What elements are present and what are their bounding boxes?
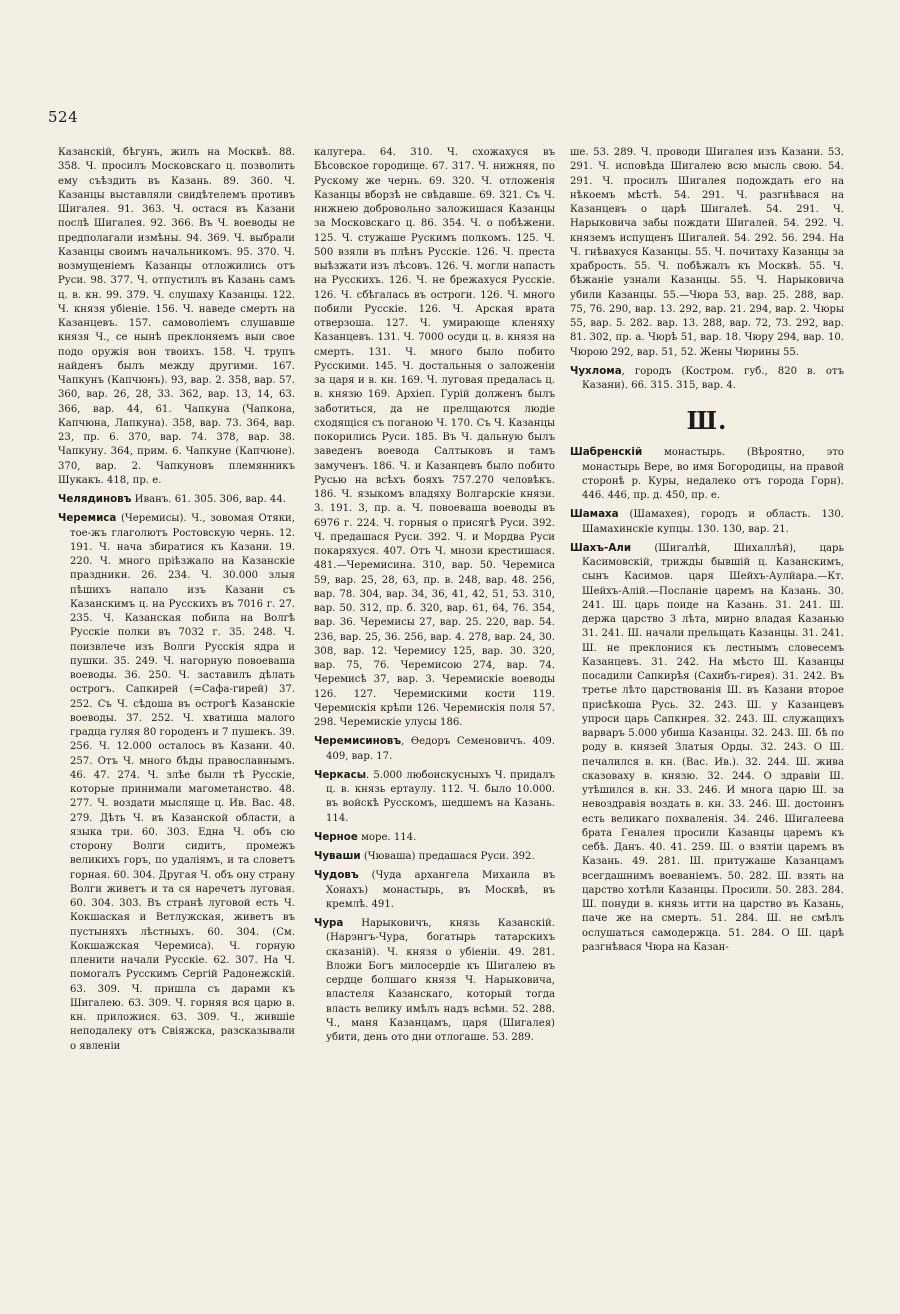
entry-text: море. 114. xyxy=(357,831,417,843)
entry-headword: Черное xyxy=(314,830,358,843)
entry-headword: Черкасы xyxy=(314,768,367,781)
entry-headword: Чухлома xyxy=(570,364,622,377)
entry-text: шe. 53. 289. Ч. проводи Шигалея изъ Казани. 53. 291. Ч. исповѣда Шигалею всю мысль свою. 54. 291. Ч. просилъ Шигалея подождать его на нѣкоемъ мѣстѣ. 54. 291. Ч. разгнѣвася на Казанцевъ о царѣ Шигалеѣ. 54. 291. Ч. Нарыковича забы пождати Шигалей. 54. 292. Ч. княземъ испущенъ Шигалей. 54. 292. 56. 294. На Ч. гнѣвахуся Казанцы. 55. Ч. почитаху Казанцы за храбрость. 55. Ч. побѣжалъ къ Москвѣ. 55. Ч. бѣжаніе узнали Казанцы. 55. Ч. Нарыковича убили Казанцы. 55.—Чюра 53, вар. 25. 288, вар. 75, 76. 290, вар. 13. 292, вар. 21. 294, вар. 2. Чюры 55, вар. 5. 282. вар. 13. 288, вар. 72, 73. 292, вар. 81. 302, пр. а. Чюрѣ 51, вар. 18. Чюру 294, вар. 10. Чюрою 292, вар. 51, 52. Жены Чюрины 55. xyxy=(570,147,844,358)
entry-headword: Черемисиновъ xyxy=(314,735,402,748)
entry-headword: Черемиса xyxy=(58,512,117,525)
entry-text: , Ѳедоръ Семеновичъ. 409. 409, вар. 17. xyxy=(326,736,555,762)
index-entry xyxy=(570,541,844,955)
entry-text: (Чюваша) предашася Руси. 392. xyxy=(360,851,535,862)
index-entry xyxy=(58,492,295,507)
entry-headword: Чудовъ xyxy=(314,869,359,882)
index-entry xyxy=(314,868,555,912)
index-entry xyxy=(58,146,295,488)
index-entry xyxy=(314,146,555,730)
entry-text: калугера. 64. 310. Ч. схожахуся въ Бѣсовское городище. 67. 317. Ч. нижняя, по Рускому же чернь. 69. 320. Ч. отложенія Казанцы вборзѣ не свѣдавше. 69. 321. Съ Ч. нижнею добровольно заложишася Казанцы за Московскаго ц. 86. 354. Ч. о побѣжени. 125. Ч. стужаше Рускимъ полкомъ. 125. Ч. 500 взяли въ плѣнъ Русскіе. 126. Ч. преста выѣзжати изъ лѣсовъ. 126. Ч. могли напасть на Русскихъ. 126. Ч. не брежахуся Русскіе. 126. Ч. сбѣгалась въ остроги. 126. Ч. много побили Русскіе. 126. Ч. Арская врата отверзоша. 127. Ч. умирающе кленяху Казанцевъ. 131. Ч. 7000 осуди ц. в. князя на смерть. 131. Ч. много было побито Русскими. 145. Ч. достальныя о заложеніи за царя и в. кн. 169. Ч. луговая предалась ц. в. князю 169. Архіеп. Гурій долженъ былъ заботиться, да не прелщаются людіе сходящіся съ поганою Ч. 170. Съ Ч. Казанцы покорились Руси. 185. Въ Ч. дальную былъ заведенъ воевода Салтыковъ и тамъ замученъ. 186. Ч. и Казанцевъ было побито Русью на всѣхъ бояхъ 757.270 человѣкъ. 186. Ч. языкомъ владяху Волгарскіе князи. 3. 191. 3, пр. а. Ч. повоеваша воеводы въ 6976 г. 224. Ч. горныя о присягѣ Руси. 392. Ч. предашася Руси. 392. Ч. и Мордва Руси покаряхуся. 407. Отъ Ч. мнози крестишася. 481.—Черемисина. 310, вар. 50. Черемиса 59, вар. 25, 28, 63, пр. в. 248, вар. 48. 256, вар. 78. 304, вар. 34, 36, 41, 42, 51, 53. 310, вар. 50. 312, пр. б. 320, вар. 61, 64, 76. 354, вар. 36. Черемисы 27, вар. 25. 220, вар. 54. 236, вар. 25, 36. 256, вар. 4. 278, вар. 24, 30. 308, вар. 12. Черемису 125, вар. 30. 320, вар. 75, 76. Черемисою 274, вар. 74. Черемисѣ 37, вар. 3. Черемискіе воеводы 126. 127. Черемискими кости 119. Черемискія крѣпи 126. Черемискія поля 57. 298. Черемискіе улусы 186. xyxy=(314,147,555,728)
entry-text: (Шамахея), городъ и область. 130. Шамахинскіе купцы. 130. 130, вар. 21. xyxy=(582,509,844,535)
entry-text: монастырь. (Вѣроятно, это монастырь Вере, во имя Богородицы, на правой сторонѣ р. Куры, недалеко отъ города Горн). 446. 446, пр. д. 450, пр. е. xyxy=(582,447,844,501)
index-entry xyxy=(314,916,555,1045)
index-entry xyxy=(314,849,555,864)
index-entry xyxy=(570,445,844,503)
index-column-3 xyxy=(570,146,844,959)
entry-headword: Шамаха xyxy=(570,508,619,521)
entry-headword: Чуваши xyxy=(314,850,361,862)
index-entry xyxy=(570,507,844,537)
index-entry xyxy=(314,830,555,845)
entry-headword: Челядиновъ xyxy=(58,493,132,505)
entry-headword: Чура xyxy=(314,917,344,929)
index-column-1 xyxy=(58,146,295,1058)
index-column-2 xyxy=(314,146,555,1049)
section-letter: Ш. xyxy=(686,406,728,436)
entry-headword: Шахъ-Али xyxy=(570,541,632,554)
entry-headword: Шабренскій xyxy=(570,446,643,459)
index-entry xyxy=(314,768,555,826)
entry-text: Казанскій, бѣгунъ, жилъ на Москвѣ. 88. 358. Ч. просилъ Московскаго ц. позволить ему съѣздить въ Казань. 89. 360. Ч. Казанцы выставляли свидѣтелемъ противъ Шигалея. 91. 363. Ч. остася въ Казани послѣ Шигалея. 92. 366. Въ Ч. воеводы не предполагали измѣны. 94. 369. Ч. выбрали Казанцы своимъ начальникомъ. 95. 370. Ч. возмущеніемъ Казанцы отложились отъ Руси. 98. 377. Ч. отпустилъ въ Казань самъ ц. в. кн. 99. 379. Ч. слушаху Казанцы. 122. Ч. князя убіеніе. 156. Ч. наведе смерть на Казанцевъ. 157. самоволіемъ слушавше князя Ч., се нынѣ преклоняемъ выи свое подо оружія вон твоихъ. 158. Ч. трупъ найденъ былъ между другими. 167. Чапкунъ (Капчюнъ). 93, вар. 2. 358, вар. 57. 360, вар. 26, 28, 33. 362, вар. 13, 14, 63. 366, вар. 44, 61. Чапкуна (Чапкона, Капчюна, Лапкуна). 358, вар. 73. 364, вар. 23, пр. 6. 370, вар. 74. 378, вар. 38. Чапкуну. 364, прим. 6. Чапкуне (Капчюне). 370, вар. 2. Чапкуновъ племянникъ Шукакъ. 418, пр. е. xyxy=(58,147,295,486)
entry-text: Иванъ. 61. 305. 306, вар. 44. xyxy=(131,494,286,505)
entry-text: (Чуда архангела Михаила въ Хонахъ) монастырь, въ Москвѣ, въ кремлѣ. 491. xyxy=(326,870,555,910)
entry-text: Нарыковичъ, князь Казанскій. (Нарэнгъ-Чура, богатырь татарскихъ сказаній). Ч. князя о убіеніи. 49. 281. Вложи Богъ милосердіе къ Шигалею въ сердце болшаго князя Ч. Нарыковича, властеля Казанскаго, который тогда власть велику имѣлъ надъ всѣми. 52. 288. Ч., маня Казанцамъ, царя (Шигалея) убити, день ото дни отлогашe. 53. 289. xyxy=(326,918,555,1043)
entry-text: (Шигалѣй, Шихаллѣй), царь Касимовскій, трижды бывшій ц. Казанскимъ, сынъ Касимов. царя Шейхъ-Аулйара.—Кт. Шейхъ-Алій.—Посланіе царемъ на Казань. 30. 241. Ш. царь поиде на Казань. 31. 241. Ш. держа царство 3 лѣта, мирно владая Казанью 31. 241. Ш. начали прельщать Казанцы. 31. 241. Ш. не преклонися къ лестнымъ словесемъ Казанцевъ. 31. 242. На мѣсто Ш. Казанцы посадили Сапкирѣя (Сахибъ-гирея). 31. 242. Въ третье лѣто царствованія Ш. въ Казани второе присѣкоша Русь. 32. 243. Ш. у Казанцевъ упроси царь Сапкирея. 32. 243. Ш. служащихъ варваръ 5.000 убиша Казанцы. 32. 243. Ш. бѣ по роду в. князей Златыя Орды. 32. 243. О Ш. печалился в. кн. (Вас. Ив.). 32. 244. Ш. жива сказоваху в. князю. 32. 244. О здравіи Ш. утѣшился в. кн. 33. 246. И многа царю Ш. за невоздравія воздать в. кн. 33. 246. Ш. достоинъ есть великаго похваленія. 34. 246. Шигалеева брата Геналея просили Казанцы царемъ къ себѣ. Данъ. 40. 41. 259. Ш. о взятіи царемъ въ Казань. 49. 281. Ш. притужаше Казанцамъ всегдашнимъ воеваніемъ. 50. 282. Ш. взять на царство хотѣли Казанцы. Просили. 50. 283. 284. Ш. понуди в. князь итти на царство въ Казань, паче же на смерть. 51. 284. Ш. не смѣлъ ослушаться самодержца. 51. 284. О Ш. царѣ разгнѣвася Чюра на Казан- xyxy=(582,542,844,953)
page-number: 524 xyxy=(48,108,79,126)
entry-text: . 5.000 любоискусныхъ Ч. придалъ ц. в. князь ертаулу. 112. Ч. было 10.000. въ войскѣ Русскомъ, шедшемъ на Казань. 114. xyxy=(326,769,555,824)
index-entry xyxy=(314,734,555,764)
entry-text: , городъ (Костром. губ., 820 в. отъ Казани). 66. 315. 315, вар. 4. xyxy=(582,365,844,391)
index-entry xyxy=(58,511,295,1054)
index-entry xyxy=(570,364,844,394)
index-entry xyxy=(570,146,844,360)
entry-text: (Черемисы). Ч., зовомая Отяки, тое-жъ глаголютъ Ростовскую чернь. 12. 191. Ч. нача збиратися къ Казани. 19. 220. Ч. много пріѣзжало на Казанскіе праздники. 26. 234. Ч. 30.000 злыя пѣшихъ напало изъ Казани съ Казанскимъ ц. на Русскихъ въ 7016 г. 27. 235. Ч. Казанская побила на Волгѣ Русскіе полки въ 7032 г. 35. 248. Ч. поизвлече изъ Волги Русскія ядра и пушки. 35. 249. Ч. нагорную повоеваша воеводы. 36. 250. Ч. заставилъ дѣлать острогъ. Сапкирей (=Сафа-гирей) 37. 252. Съ Ч. сѣдоша въ острогѣ Казанскіе воеводы. 37. 252. Ч. хватиша малого градца гуляя 80 городенъ и 7 пушекъ. 39. 256. Ч. 12.000 осталось въ Казани. 40. 257. Отъ Ч. много бѣды православнымъ. 46. 47. 274. Ч. злѣе были тѣ Русскіе, которые принимали магометанство. 48. 277. Ч. воздати мысляще ц. Ив. Вас. 48. 279. Дѣть Ч. въ Казанской области, а языка три. 60. 303. Една Ч. объ сю сторону Волги сидитъ, промежъ великихъ горъ, по удаліямъ, и та словетъ горная. 60. 304. Другая Ч. объ ону страну Волги живетъ и та ся наречетъ луговая. 60. 304. 303. Въ странѣ луговой есть Ч. Кокшаская и Ветлужская, живетъ въ пустыняхъ лѣстныхъ. 60. 304. (См. Кокшажская Черемиса). Ч. горную пленити начали Русскіе. 62. 307. На Ч. помогалъ Русскимъ Сергій Радонежскій. 63. 309. Ч. пришла съ дарами къ Шигалею. 63. 309. Ч. горняя вся царю в. кн. приложися. 63. 309. Ч., жившіе неподалеку отъ Свіяжска, разсказывали о явленіи xyxy=(70,513,295,1052)
